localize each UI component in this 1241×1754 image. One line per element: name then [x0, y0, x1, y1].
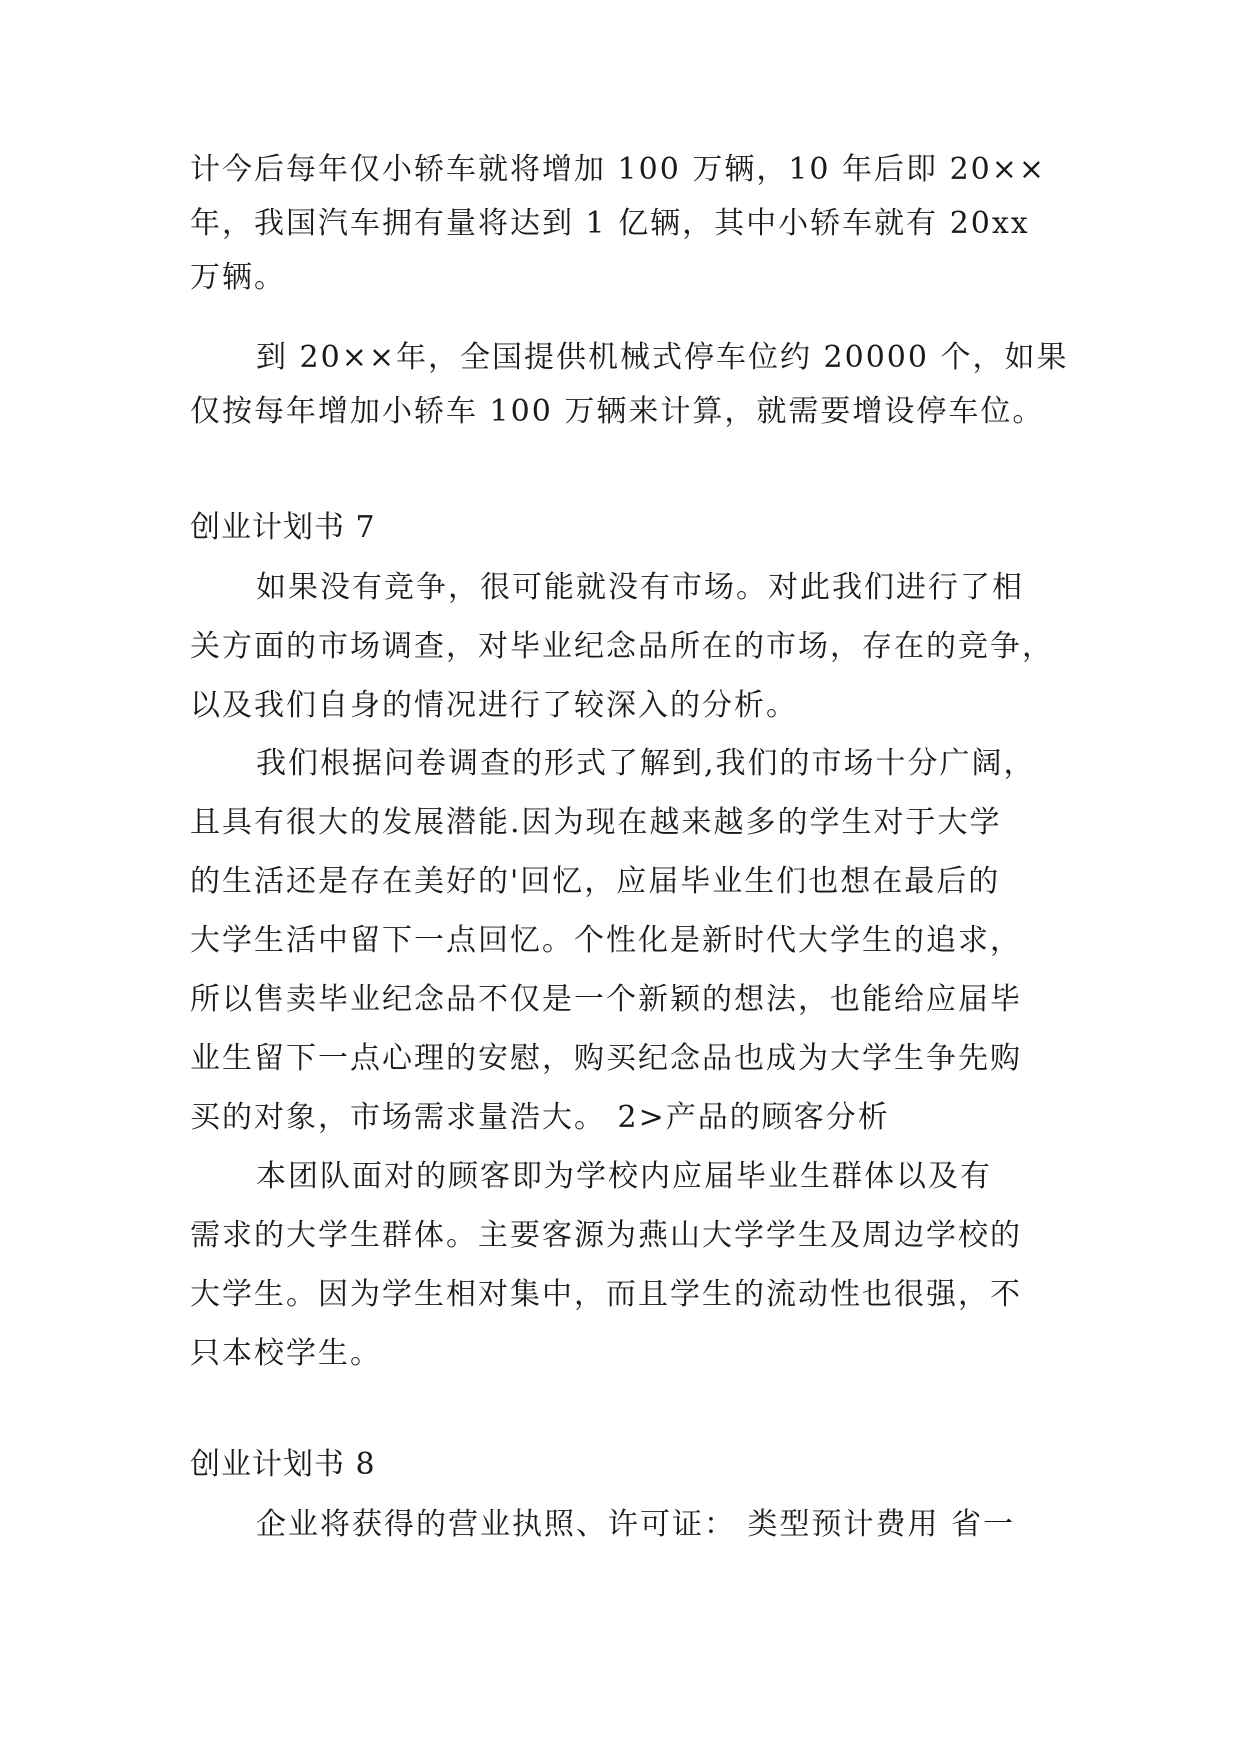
section-heading: 创业计划书 8: [190, 1447, 376, 1482]
paragraph-line: 以及我们自身的情况进行了较深入的分析。: [190, 688, 798, 723]
paragraph-line: 买的对象，市场需求量浩大。 2>产品的顾客分析: [190, 1100, 890, 1135]
section-heading: 创业计划书 7: [190, 510, 376, 545]
paragraph-line: 只本校学生。: [190, 1336, 382, 1371]
paragraph-line: 大学生。因为学生相对集中，而且学生的流动性也很强，不: [190, 1277, 1022, 1312]
paragraph-line: 到 20××年，全国提供机械式停车位约 20000 个，如果: [256, 340, 1069, 375]
paragraph-line: 的生活还是存在美好的'回忆，应届毕业生们也想在最后的: [190, 864, 1001, 899]
paragraph-line: 万辆。: [190, 260, 286, 295]
paragraph-line: 且具有很大的发展潜能.因为现在越来越多的学生对于大学: [190, 805, 1002, 840]
paragraph-line: 企业将获得的营业执照、许可证： 类型预计费用 省一: [256, 1507, 1016, 1542]
paragraph-line: 如果没有竞争，很可能就没有市场。对此我们进行了相: [256, 570, 1024, 605]
paragraph-line: 年，我国汽车拥有量将达到 1 亿辆，其中小轿车就有 20xx: [190, 206, 1030, 241]
paragraph-line: 需求的大学生群体。主要客源为燕山大学学生及周边学校的: [190, 1218, 1022, 1253]
paragraph-line: 业生留下一点心理的安慰，购买纪念品也成为大学生争先购: [190, 1041, 1022, 1076]
paragraph-line: 我们根据问卷调查的形式了解到,我们的市场十分广阔，: [256, 746, 1036, 781]
paragraph-line: 计今后每年仅小轿车就将增加 100 万辆，10 年后即 20××: [190, 152, 1047, 187]
paragraph-line: 本团队面对的顾客即为学校内应届毕业生群体以及有: [256, 1159, 992, 1194]
paragraph-line: 大学生活中留下一点回忆。个性化是新时代大学生的追求，: [190, 923, 1022, 958]
paragraph-line: 仅按每年增加小轿车 100 万辆来计算，就需要增设停车位。: [190, 394, 1045, 429]
paragraph-line: 关方面的市场调查，对毕业纪念品所在的市场，存在的竞争，: [190, 629, 1054, 664]
paragraph-line: 所以售卖毕业纪念品不仅是一个新颖的想法，也能给应届毕: [190, 982, 1022, 1017]
